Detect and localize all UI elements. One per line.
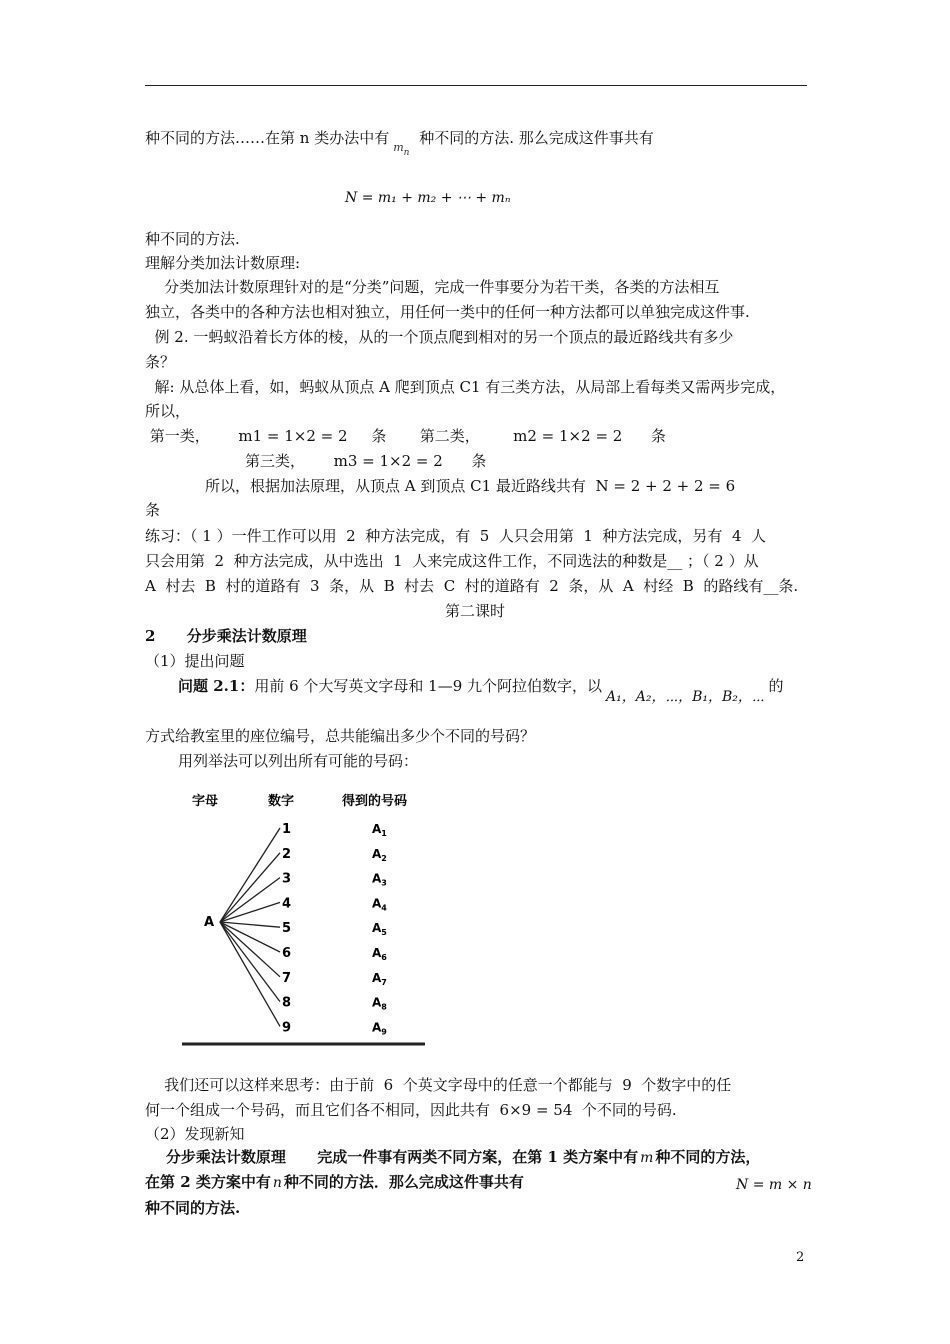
diagram-branch-line xyxy=(220,922,280,1002)
text-line-15: 只会用第 2 种方法完成，从中选出 1 人来完成这件工作，不同选法的种数是__ ；（ 2 ）从 xyxy=(145,552,759,570)
text-line-16: A 村去 B 村的道路有 3 条，从 B 村去 C 村的道路有 2 条，从 A 村经 B 的路线有__条. xyxy=(145,577,799,595)
math-m: m xyxy=(393,141,404,154)
text-line-14: 练习：（ 1 ）一件工作可以用 2 种方法完成，有 5 人只会用第 1 种方法完成，另有 4 人 xyxy=(145,527,767,545)
text-span: 种不同的方法， xyxy=(655,1148,761,1166)
diagram-code: $A_6$ xyxy=(372,946,387,962)
text-line-12: 所以，根据加法原理，从顶点 A 到顶点 C1 最近路线共有 N = 2 + 2 + 2 = 6 xyxy=(205,477,736,495)
diagram-code: $A_7$ xyxy=(372,970,387,987)
text-line-24: 何一个组成一个号码，而且它们各不相同，因此共有 6×9 = 54 个不同的号码. xyxy=(145,1101,677,1119)
problem-label: 问题 2.1： xyxy=(178,677,255,695)
principle-line-2 xyxy=(145,1172,524,1193)
diagram-digit: 7 xyxy=(282,970,292,986)
text-span: 的 xyxy=(768,677,784,695)
text-span: 在第 2 类方案中有 xyxy=(145,1173,271,1191)
header-rule xyxy=(145,85,807,86)
diagram-header-code: 得到的号码 xyxy=(342,794,408,809)
text-line-1 xyxy=(145,128,654,158)
diagram-digit: 9 xyxy=(282,1020,292,1036)
section-heading-multiplication: 2 分步乘法计数原理 xyxy=(145,627,307,645)
diagram-digit: 2 xyxy=(282,846,292,862)
inline-math-codes: A₁，A₂，⋯，B₁，B₂，⋯ xyxy=(606,689,765,705)
text-line-5: 独立，各类中的各种方法也相对独立，用任何一类中的任何一种方法都可以单独完成这件事. xyxy=(145,303,750,321)
text-line-3: 理解分类加法计数原理: xyxy=(145,254,301,272)
formula-product: N = m × n xyxy=(736,1177,812,1193)
text-span: 分步乘法计数原理 完成一件事有两类不同方案，在第 1 类方案中有 xyxy=(145,1148,639,1166)
text-line-8: 解: 从总体上看，如，蚂蚁从顶点 A 爬到顶点 C1 有三类方法，从局部上看每类又需两步完成， xyxy=(145,378,786,396)
text-line-7: 条？ xyxy=(145,353,176,371)
text-line-25: （2）发现新知 xyxy=(145,1125,245,1143)
diagram-digit: 3 xyxy=(282,871,292,887)
section-title-lesson2: 第二课时 xyxy=(444,602,505,620)
diagram-header-digit: 数字 xyxy=(268,794,295,809)
text-span: 种不同的方法……在第 n 类办法中有 xyxy=(145,129,390,147)
diagram-header-letter: 字母 xyxy=(192,794,219,809)
diagram-code: $A_9$ xyxy=(372,1020,387,1037)
text-line-23: 我们还可以这样来思考：由于前 6 个英文字母中的任意一个都能与 9 个数字中的任 xyxy=(145,1076,732,1094)
math-n: n xyxy=(272,1175,282,1191)
principle-line-3: 种不同的方法. xyxy=(145,1199,241,1217)
diagram-digit: 5 xyxy=(282,921,292,937)
text-span: 用前 6 个大写英文字母和 1—9 九个阿拉伯数字，以 xyxy=(254,677,603,695)
diagram-digit: 6 xyxy=(282,946,292,961)
text-line-22: 用列举法可以列出所有可能的号码： xyxy=(178,752,419,770)
formula-sum: N = m₁ + m₂ + ⋯ + mₙ xyxy=(345,190,511,206)
diagram-branch-line xyxy=(220,922,280,977)
text-line-6: 例 2. 一蚂蚁沿着长方体的棱，从的一个顶点爬到相对的另一个顶点的最近路线共有多少 xyxy=(145,328,734,346)
diagram-digit: 8 xyxy=(282,995,292,1011)
diagram-code: $A_1$ xyxy=(372,822,387,838)
diagram-digit: 1 xyxy=(282,822,292,837)
problem-line xyxy=(178,676,784,705)
text-line-4: 分类加法计数原理针对的是“分类”问题，完成一件事要分为若干类，各类的方法相互 xyxy=(145,278,720,296)
text-span: 种不同的方法．那么完成这件事共有 xyxy=(283,1173,524,1191)
text-line-19: （1）提出问题 xyxy=(145,652,245,670)
diagram-code: $A_8$ xyxy=(372,995,387,1012)
diagram-code: $A_3$ xyxy=(372,871,387,888)
diagram-branch-line xyxy=(220,878,280,922)
diagram-code: $A_2$ xyxy=(372,846,387,863)
diagram-code: $A_4$ xyxy=(372,896,387,913)
text-line-10: 第一类， m1 = 1×2 = 2 条 第二类， m2 = 1×2 = 2 条 xyxy=(145,427,666,445)
diagram-digit: 4 xyxy=(282,896,292,912)
math-sub-n: n xyxy=(403,148,410,158)
text-line-21: 方式给教室里的座位编号，总共能编出多少个不同的号码？ xyxy=(145,727,536,745)
diagram-root-letter: A xyxy=(204,915,215,930)
math-m: m xyxy=(640,1150,654,1166)
diagram-branch-line xyxy=(220,828,280,922)
diagram-branches xyxy=(220,822,387,1036)
inline-math-mn xyxy=(393,138,415,163)
tree-diagram xyxy=(180,784,430,1050)
text-line-2: 种不同的方法. xyxy=(145,230,240,248)
text-span: 种不同的方法. 那么完成这件事共有 xyxy=(419,129,654,147)
text-line-13: 条 xyxy=(145,501,161,519)
diagram-code: $A_5$ xyxy=(372,921,387,938)
text-line-11: 第三类， m3 = 1×2 = 2 条 xyxy=(245,452,487,470)
principle-line-1 xyxy=(145,1147,760,1168)
text-line-9: 所以， xyxy=(145,402,191,420)
page-number: 2 xyxy=(796,1250,805,1265)
